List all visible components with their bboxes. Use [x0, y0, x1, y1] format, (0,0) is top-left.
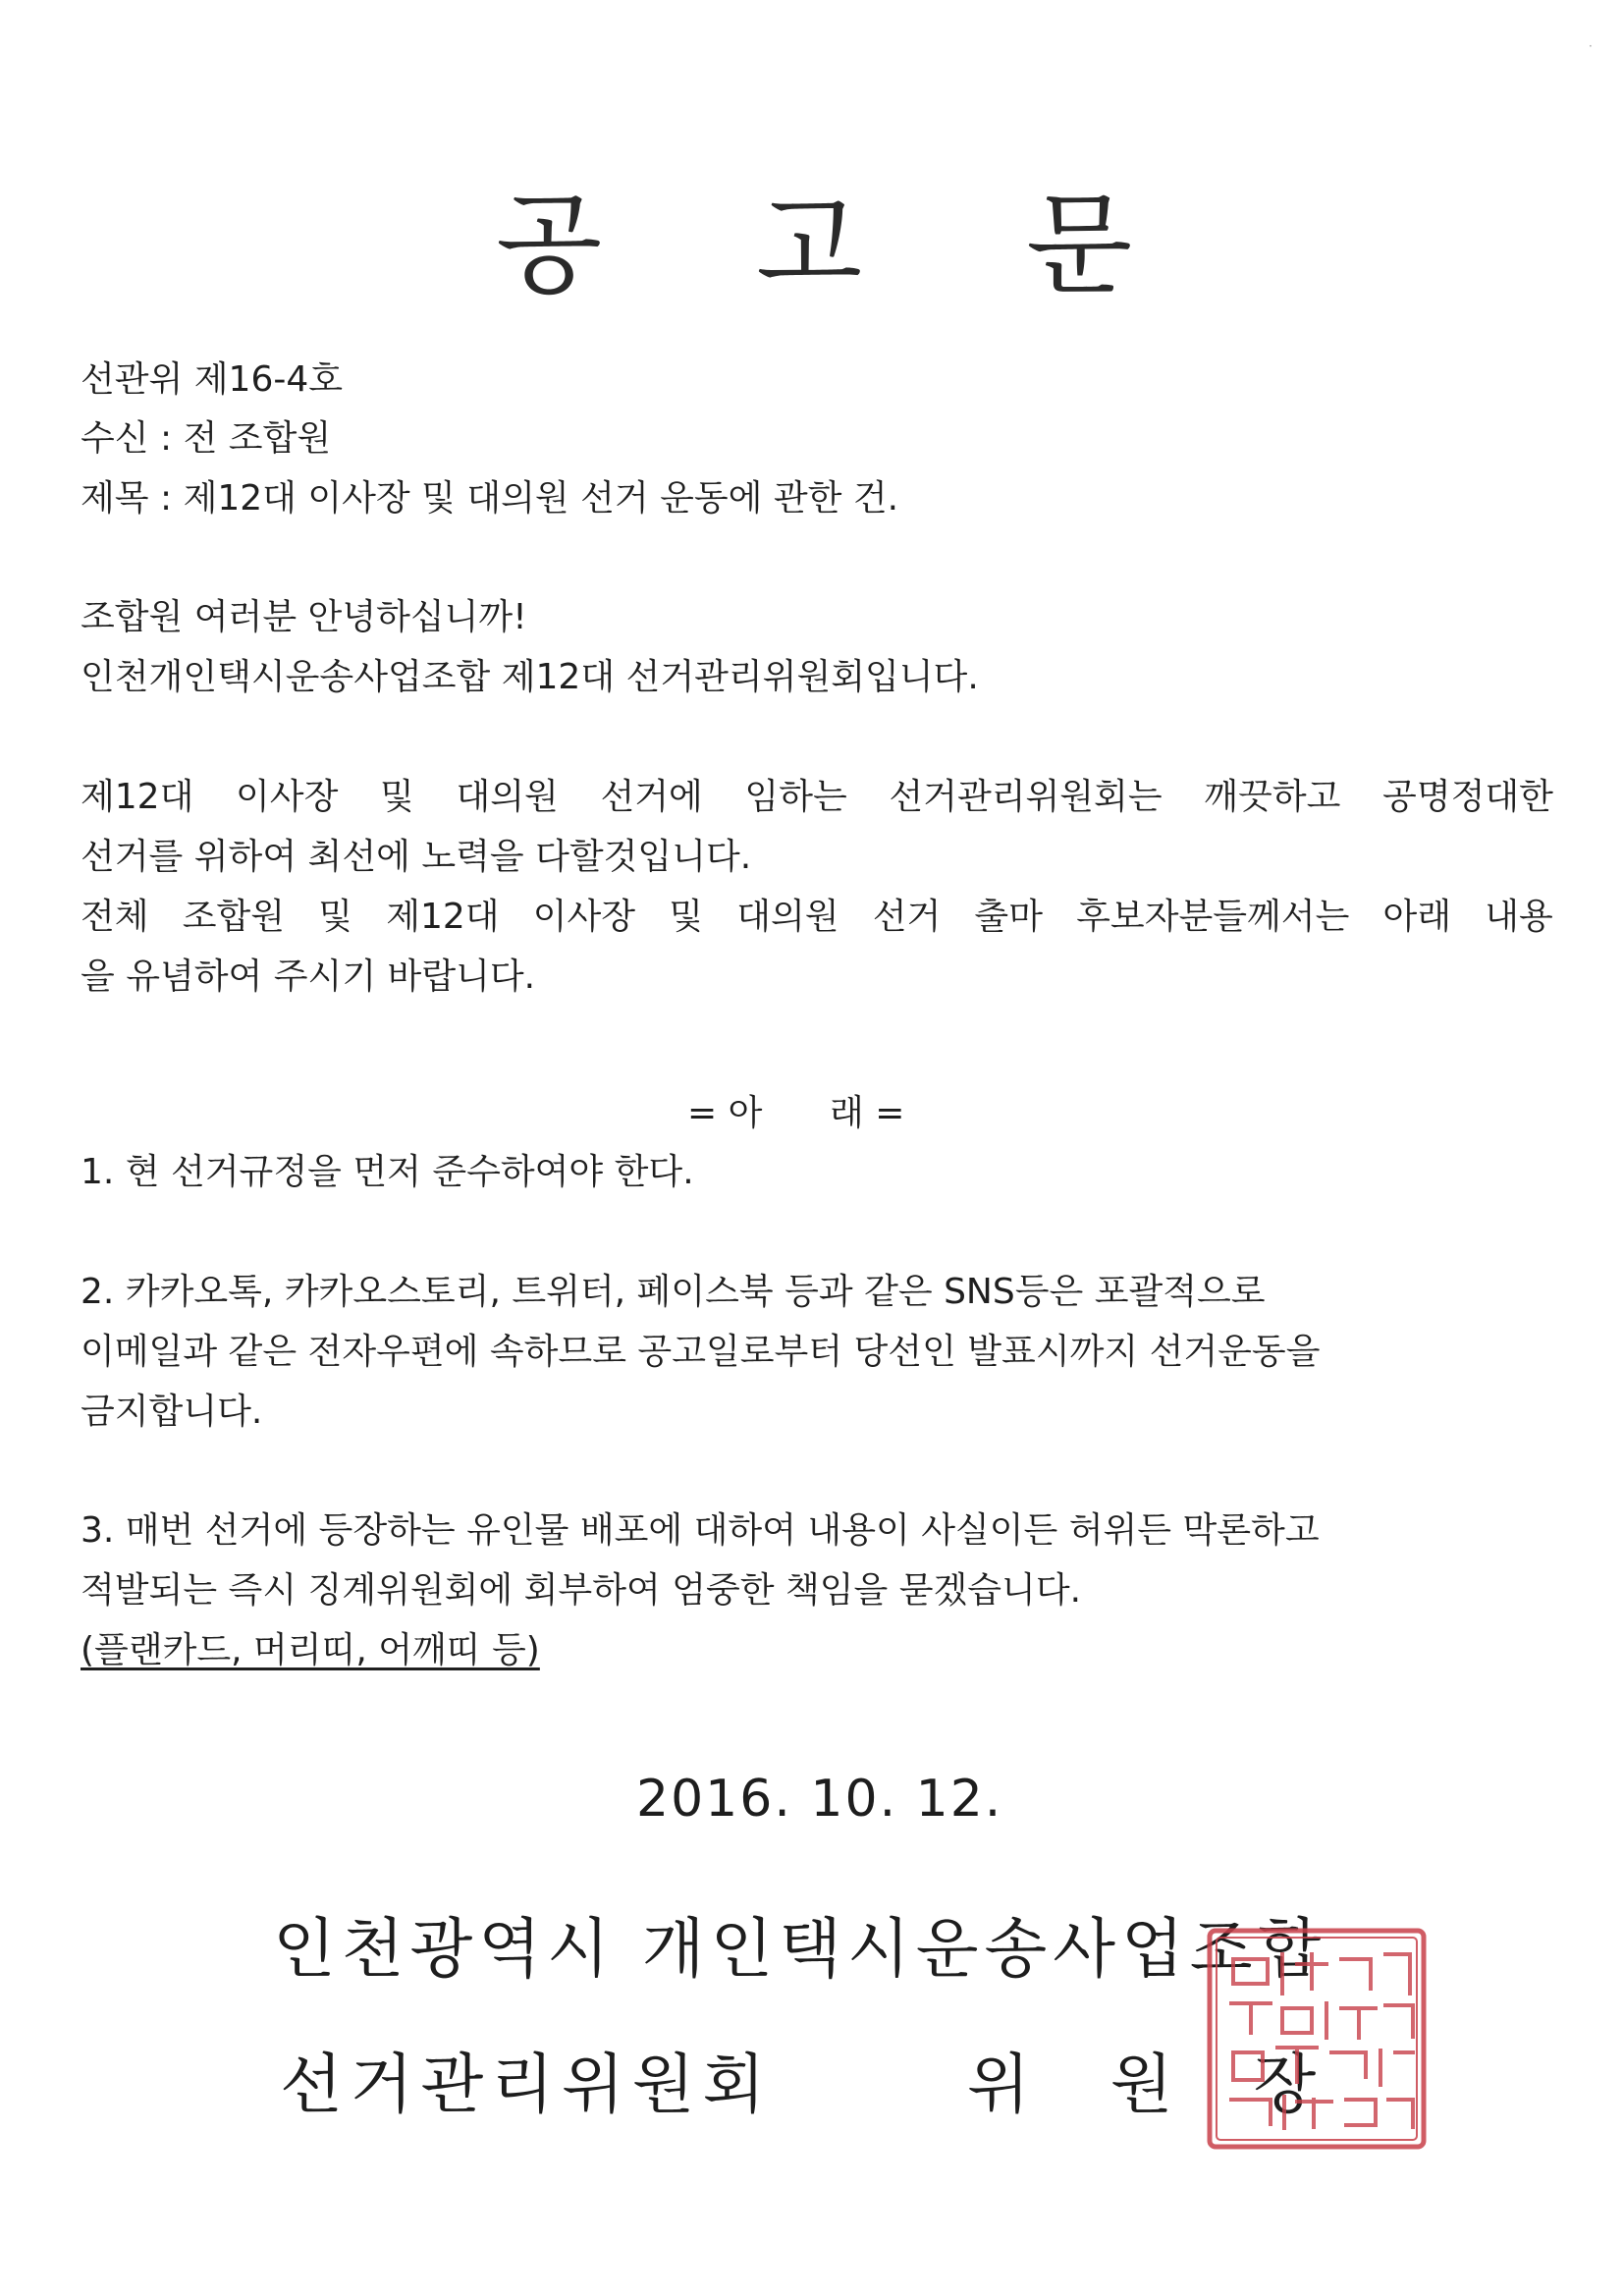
item-2-line-1: 2. 카카오톡, 카카오스토리, 트위터, 페이스북 등과 같은 SNS등은 포괄적으로: [81, 1272, 1266, 1312]
intro-word: 선거에: [600, 777, 703, 817]
item-3-line-3: (플랜카드, 머리띠, 어깨띠 등): [81, 1630, 540, 1670]
intro-word: 내용: [1485, 897, 1553, 937]
intro-word: 및: [669, 897, 704, 937]
intro-word: 제12대: [386, 897, 500, 937]
intro-word: 및: [318, 897, 353, 937]
subject-line: 제목 : 제12대 이사장 및 대의원 선거 운동에 관한 건.: [81, 478, 899, 519]
intro-word: 선거: [872, 897, 942, 937]
greeting-line-2: 인천개인택시운송사업조합 제12대 선거관리위원회입니다.: [81, 657, 979, 697]
title-char-3: 문: [1026, 182, 1133, 309]
issuer-role: 위원장: [967, 2047, 1397, 2122]
item-1: 1. 현 선거규정을 먼저 준수하여야 한다.: [81, 1152, 694, 1192]
item-2-line-2: 이메일과 같은 전자우편에 속하므로 공고일로부터 당선인 발표시까지 선거운동을: [81, 1332, 1321, 1372]
intro-word: 아래: [1382, 897, 1452, 937]
greeting-line-1: 조합원 여러분 안녕하십니까!: [81, 597, 527, 637]
issuer-organization: 인천광역시 개인택시운송사업조합: [273, 1911, 1327, 1987]
intro-line-4: 을 유념하여 주시기 바랍니다.: [81, 957, 536, 997]
intro-word: 공명정대한: [1382, 777, 1553, 817]
document-number: 선관위 제16-4호: [81, 359, 344, 400]
intro-word: 대의원: [736, 897, 839, 937]
document-title: [0, 182, 1623, 309]
item-3-line-2: 적발되는 즉시 징계위원회에 회부하여 엄중한 책임을 묻겠습니다.: [81, 1570, 1082, 1611]
intro-word: 깨끗하고: [1204, 777, 1341, 817]
notice-heading: = 아 래 =: [687, 1093, 905, 1133]
intro-word: 출마: [974, 897, 1043, 937]
intro-word: 이사장: [532, 897, 636, 937]
intro-word: 제12대: [81, 777, 194, 817]
intro-line-3: [81, 894, 1553, 941]
item-3-line-1: 3. 매번 선거에 등장하는 유인물 배포에 대하여 내용이 사실이든 허위든 막론하고: [81, 1510, 1320, 1551]
official-seal-stamp: [1204, 1925, 1430, 2153]
issuer-committee: 선거관리위원회: [280, 2047, 774, 2122]
title-char-1: 공: [496, 182, 603, 309]
intro-word: 대의원: [456, 777, 559, 817]
intro-word: 조합원: [182, 897, 286, 937]
intro-line-1: [81, 774, 1553, 821]
recipient-line: 수신 : 전 조합원: [81, 418, 332, 459]
intro-word: 및: [380, 777, 414, 817]
intro-word: 후보자분들께서는: [1076, 897, 1350, 937]
issue-date: 2016. 10. 12.: [636, 1770, 1003, 1829]
intro-word: 전체: [81, 897, 149, 937]
intro-word: 선거관리위원회는: [889, 777, 1163, 817]
intro-word: 이사장: [236, 777, 339, 817]
intro-word: 임하는: [744, 777, 847, 817]
intro-line-2: 선거를 위하여 최선에 노력을 다할것입니다.: [81, 837, 752, 877]
item-2-line-3: 금지합니다.: [81, 1392, 263, 1432]
title-char-2: 고: [756, 182, 863, 309]
scan-mark: ·: [1589, 39, 1593, 53]
